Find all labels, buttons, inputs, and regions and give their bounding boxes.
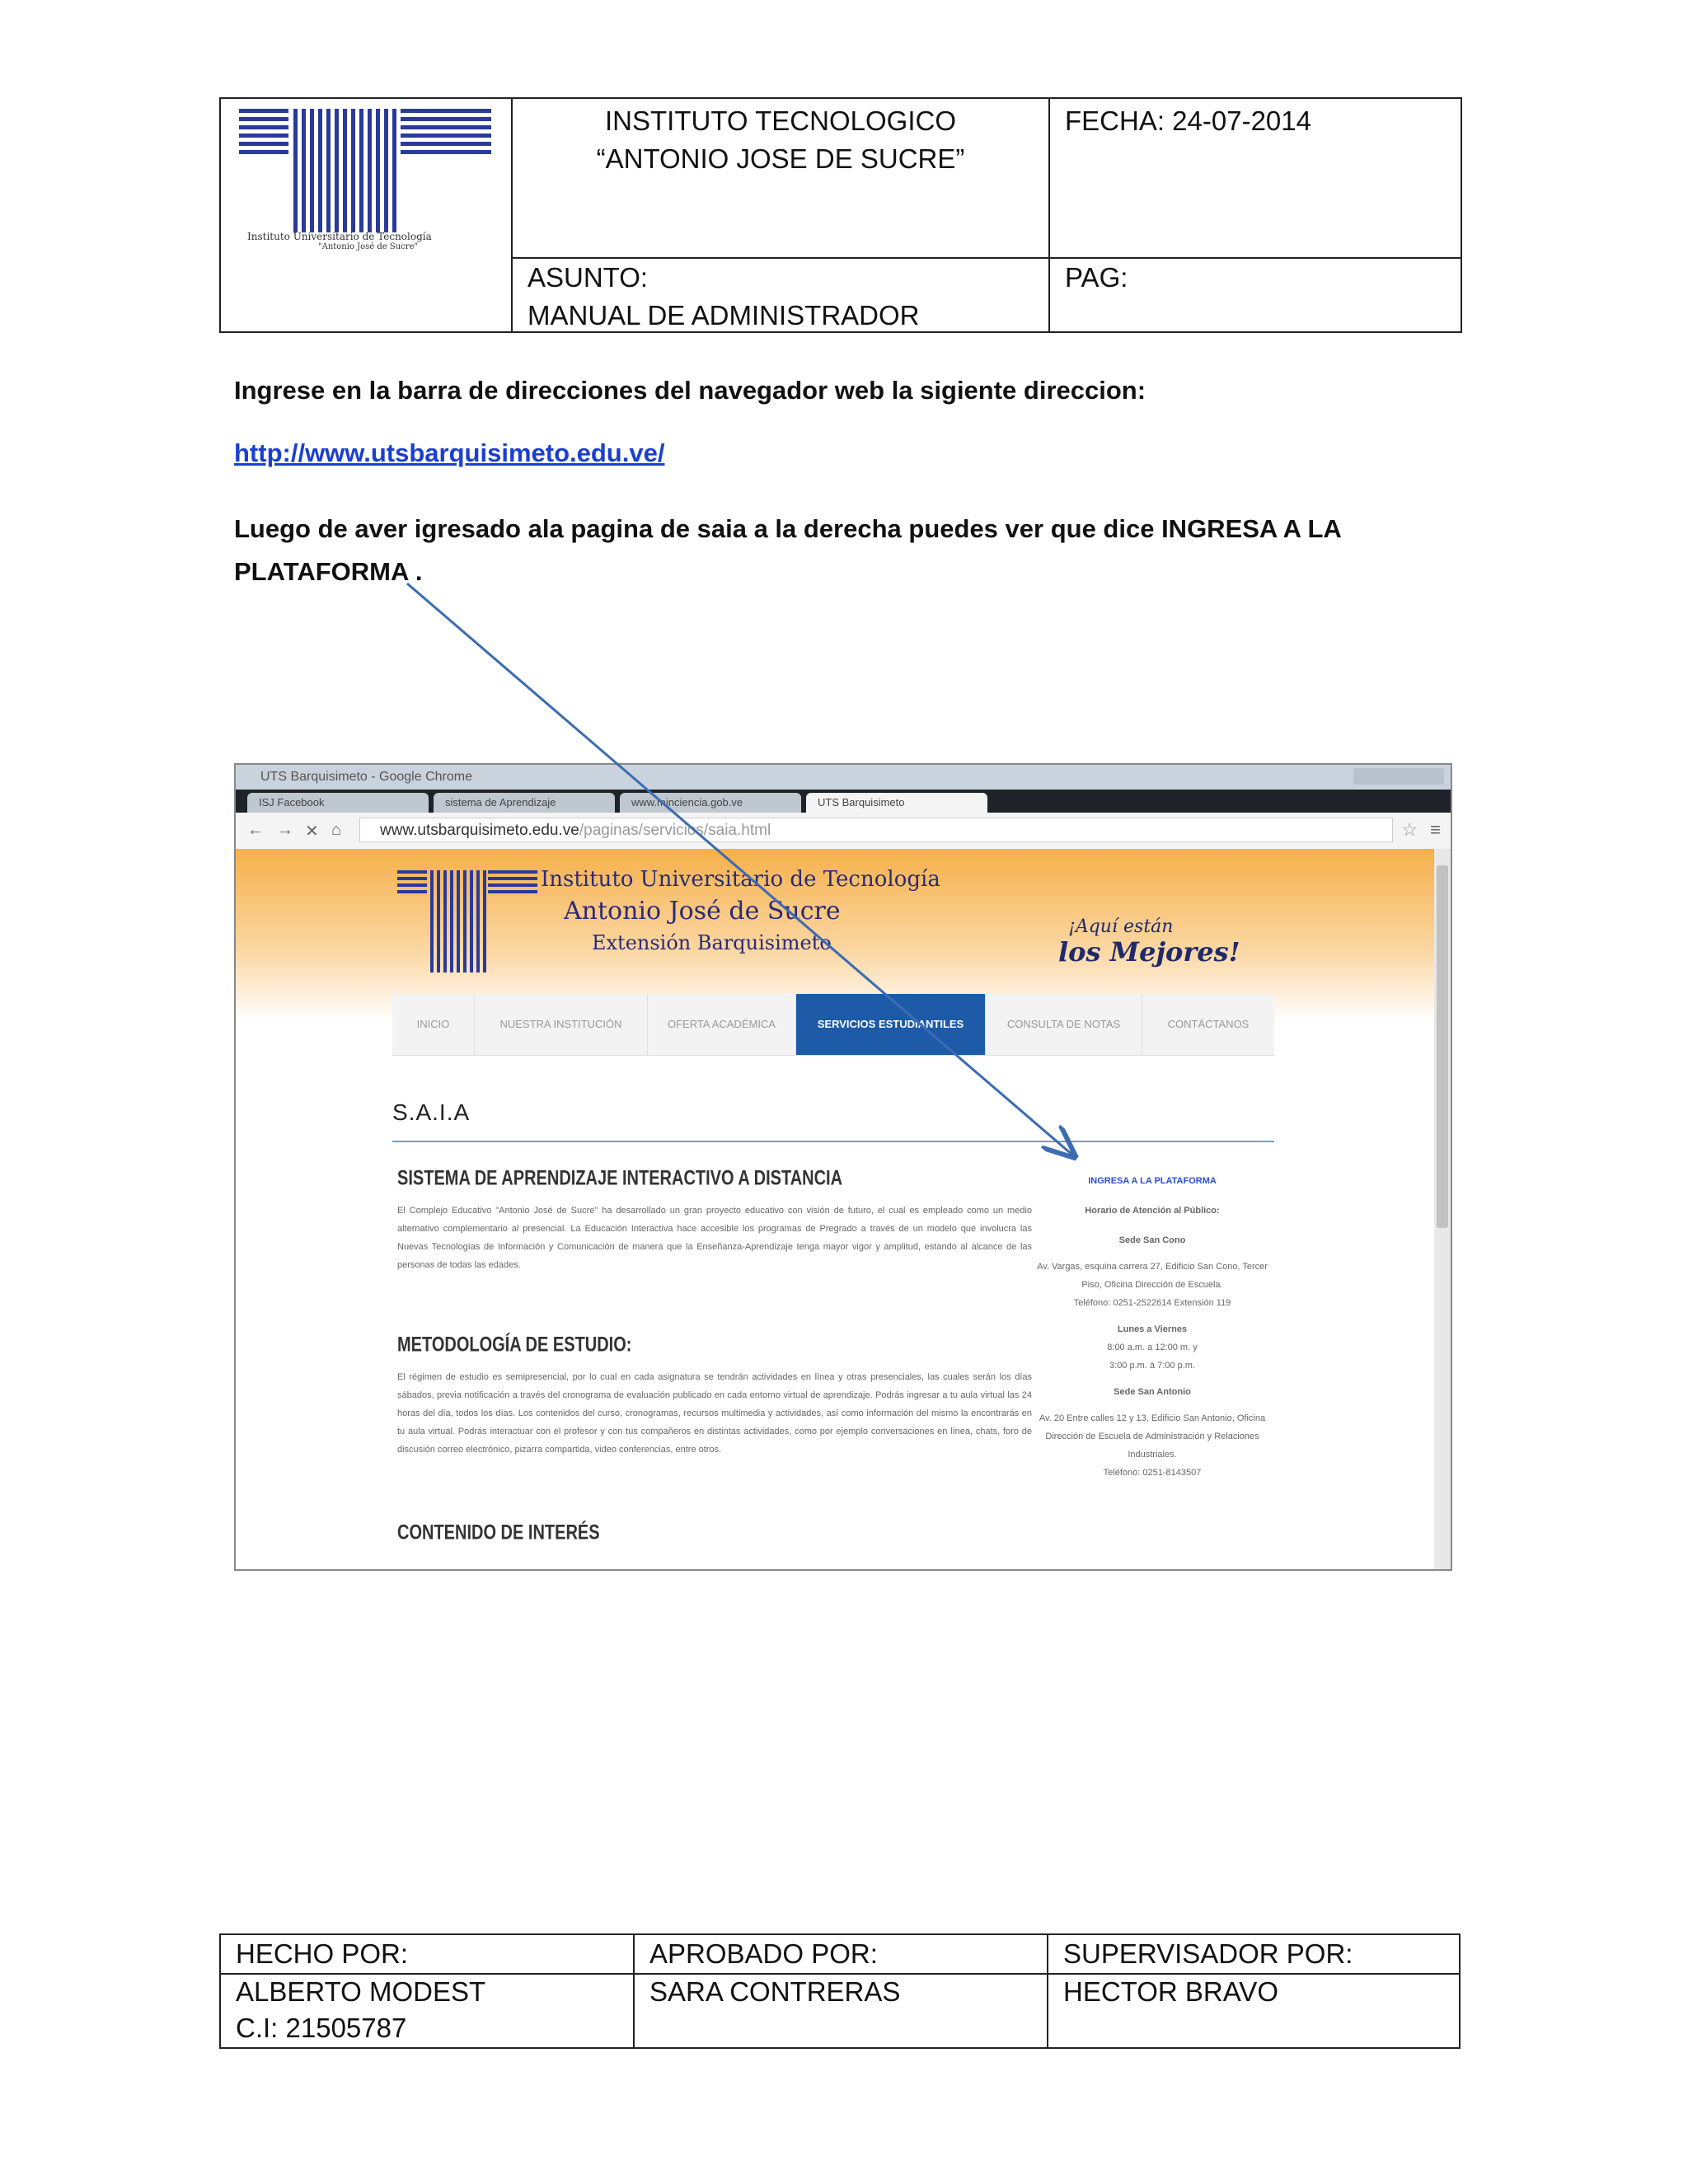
menu-icon[interactable]: ≡ [1430,819,1441,840]
sede-san-antonio-address: Av. 20 Entre calles 12 y 13, Edificio San Antonio, Oficina Dirección de Escuela de Administración y Relaciones Industriales. [1039,1413,1266,1460]
section-title: S.A.I.A [392,1099,471,1125]
approved-by-label: APROBADO POR: [649,1938,878,1969]
heading-metodologia: METODOLOGÍA DE ESTUDIO: [397,1333,632,1357]
page-label: PAG: [1050,259,1444,331]
nav-contactanos[interactable]: CONTÁCTANOS [1167,1018,1250,1030]
nav-inicio[interactable]: INICIO [392,994,475,1055]
paragraph-sistema: El Complejo Educativo "Antonio José de Sucre" ha desarrollado un gran proyecto educativo con visión de futuro, el cual es empleado como un medio alternativo complementario al presencial. La Educación Interactiva hace accesible los programas de Pregrado a través de un modelo que involucra las Nuevas Tecnologías de Información y Comunicación de manera que la Enseñanza-Aprendizaje tenga mayor vigor y amplitud, estando al alcance de las personas de todas las edades. [397,1206,1032,1270]
institute-title: INSTITUTO TECNOLOGICO “ANTONIO JOSE DE SUCRE” [596,105,965,174]
browser-tab[interactable]: sistema de Aprendizaje [434,793,615,813]
site-name-line2: Antonio José de Sucre [564,897,841,926]
document-footer-table [219,1933,1461,2049]
window-title: UTS Barquisimeto - Google Chrome [260,770,472,784]
paragraph-metodologia: El régimen de estudio es semipresencial, por lo cual en cada asignatura se tendrán actividades en línea y otras presenciales, las cuales serán los días sábados, previa notificación a través del cronograma de evaluación publicado en cada entorno virtual de aprendizaje. Podrás ingresar a tu aula virtual las 24 horas del día, todos los días. Los contenidos del curso, cronogramas, recursos multimedia y actividades, así como información del mismo la encontrarás en tu aula virtual. Podrás interactuar con el profesor y con tus compañeros en distintas actividades, como por ejemplo conversaciones en línea, chats, foro de discusión correo electrónico, pizarra compartida, video conferencias, entre otros. [397,1372,1032,1455]
browser-tab[interactable]: ISJ Facebook [247,793,429,813]
sede-san-antonio: Sede San Antonio [1114,1387,1191,1397]
browser-tab[interactable]: www.minciencia.gob.ve [620,793,801,813]
stop-icon[interactable]: ✕ [305,823,319,841]
heading-contenido: CONTENIDO DE INTERÉS [397,1521,600,1544]
logo-caption-1: Instituto Universitario de Tecnología [247,231,432,242]
nav-servicios[interactable]: SERVICIOS ESTUDIANTILES [796,994,986,1055]
horario-dias: Lunes a Viernes [1117,1324,1188,1334]
subject-value: MANUAL DE ADMINISTRADOR [528,300,920,330]
home-icon[interactable]: ⌂ [331,821,342,839]
horario-label: Horario de Atención al Público: [1085,1206,1220,1216]
heading-sistema: SISTEMA DE APRENDIZAJE INTERACTIVO A DISTANCIA [397,1167,843,1190]
instruction-text-2: Luego de aver igresado ala pagina de saia a la derecha puedes ver que dice INGRESA A LA PLATAFORMA . [234,514,1341,586]
address-path: /paginas/servicios/saia.html [579,822,771,839]
nav-notas[interactable]: CONSULTA DE NOTAS [986,994,1142,1055]
document-date: FECHA: 24-07-2014 [1065,105,1311,136]
browser-tab-active[interactable]: UTS Barquisimeto [806,793,987,813]
forward-icon[interactable]: → [277,821,293,839]
made-by-ci: C.I: 21505787 [236,2013,407,2043]
subject-label: ASUNTO: [528,262,649,293]
site-name-line1: Instituto Universitario de Tecnología [541,867,940,892]
sede-san-cono-address: Av. Vargas, esquina carrera 27, Edificio San Cono, Tercer Piso, Oficina Dirección de Escuela. [1037,1262,1268,1290]
sede-san-antonio-phone: Teléfono: 0251-8143507 [1103,1468,1202,1478]
sede-san-cono: Sede San Cono [1118,1235,1186,1245]
site-motto-2: los Mejores! [1058,936,1240,968]
bookmark-star-icon[interactable]: ☆ [1401,819,1418,840]
nav-oferta[interactable]: OFERTA ACADÉMICA [648,994,796,1055]
sede-san-cono-phone: Teléfono: 0251-2522614 Extensión 119 [1073,1298,1231,1308]
horario-manana: 8:00 a.m. a 12:00 m. y [1107,1343,1198,1352]
back-icon[interactable]: ← [247,821,264,839]
made-by-label: HECHO POR: [236,1938,409,1969]
logo-caption-2: "Antonio José de Sucre" [318,242,419,251]
supervised-by-name: HECTOR BRAVO [1063,1976,1278,2007]
horario-tarde: 3:00 p.m. a 7:00 p.m. [1109,1361,1195,1371]
address-host: www.utsbarquisimeto.edu.ve [380,822,579,839]
ingresa-plataforma-link[interactable]: INGRESA A LA PLATAFORMA [1088,1176,1217,1186]
made-by-name: ALBERTO MODEST [236,1976,486,2007]
site-motto-1: ¡Aquí están [1068,916,1174,937]
site-url-link[interactable]: http://www.utsbarquisimeto.edu.ve/ [234,438,665,467]
supervised-by-label: SUPERVISADOR POR: [1063,1938,1353,1969]
instruction-text: Ingrese en la barra de direcciones del navegador web la sigiente direccion: [234,376,1146,405]
nav-institucion[interactable]: NUESTRA INSTITUCIÓN [475,994,648,1055]
approved-by-name: SARA CONTRERAS [649,1976,901,2007]
site-name-line3: Extensión Barquisimeto [592,931,832,954]
